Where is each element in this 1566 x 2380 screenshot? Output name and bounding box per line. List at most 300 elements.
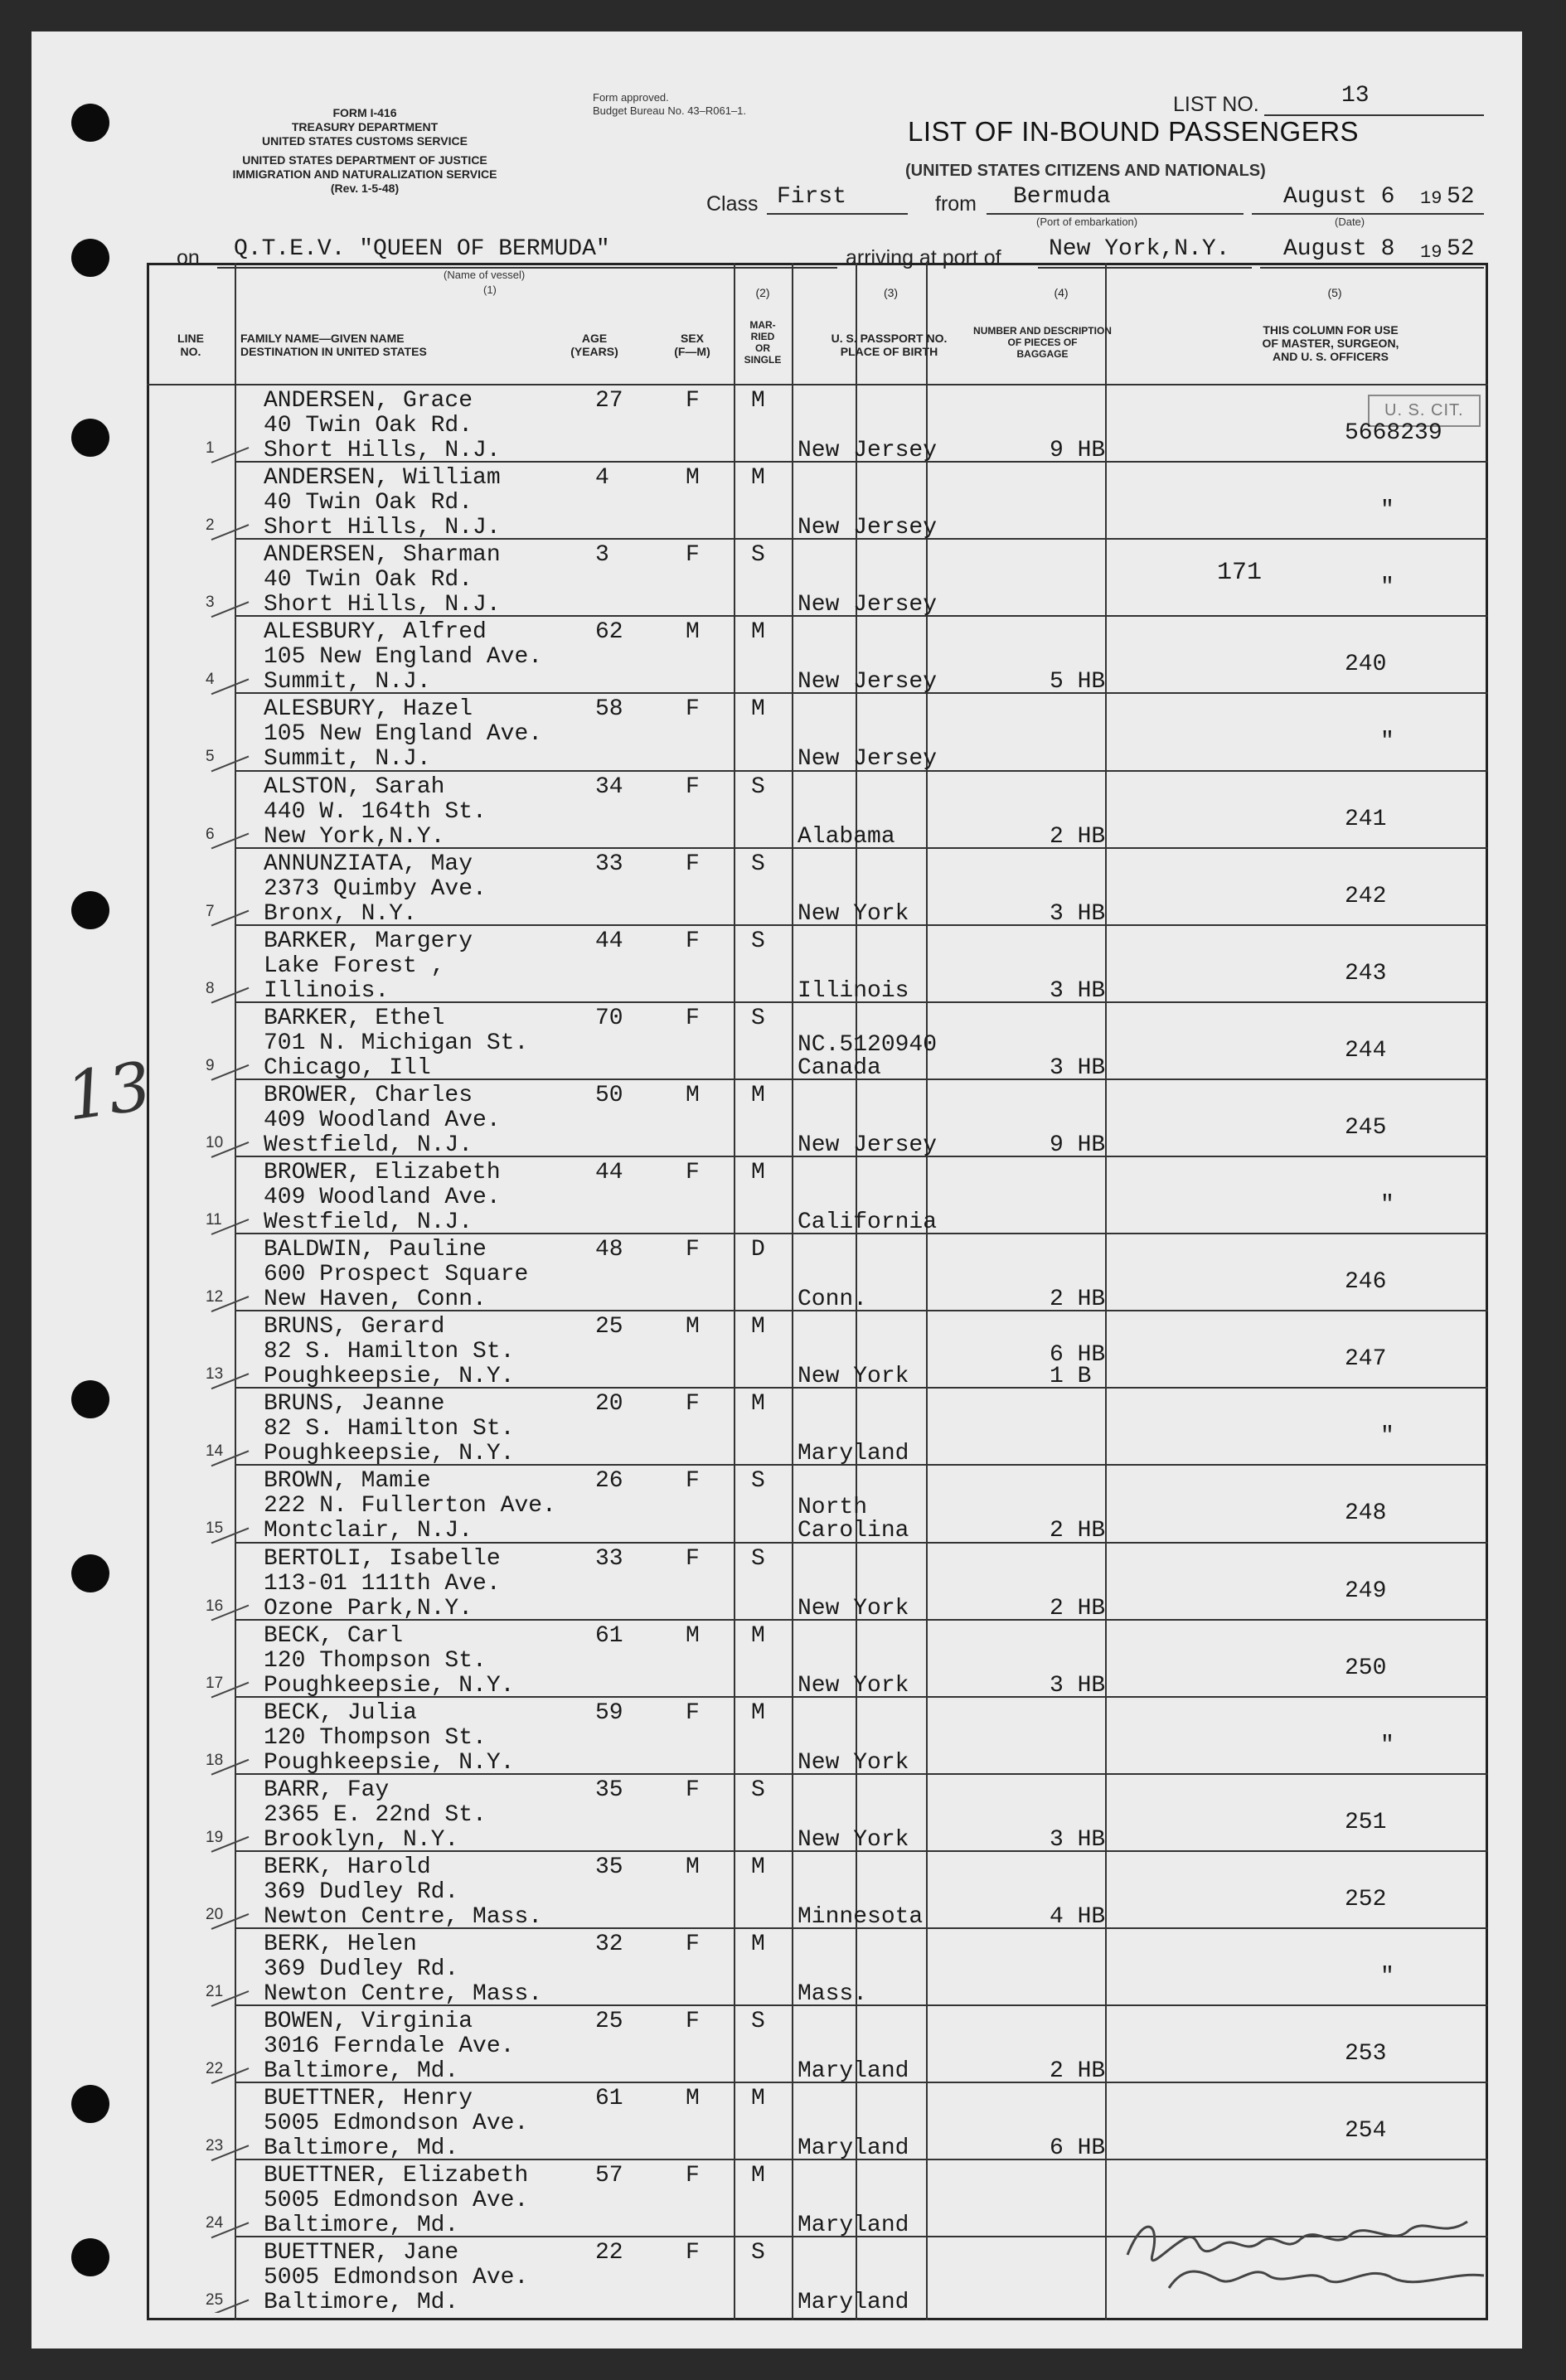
destination-street: 120 Thompson St.: [264, 1647, 487, 1674]
destination-street: 82 S. Hamilton St.: [264, 1339, 515, 1365]
line-number: 6: [206, 825, 215, 843]
age: 35: [595, 1777, 623, 1803]
destination-street: 2365 E. 22nd St.: [264, 1801, 487, 1828]
passenger-name: ANDERSEN, Grace: [264, 388, 473, 414]
destination-city: Poughkeepsie, N.Y.: [264, 1672, 515, 1699]
line-number: 2: [206, 516, 215, 535]
officer-column: ": [1380, 1732, 1394, 1758]
pencil-tick: [211, 1991, 249, 2006]
pencil-tick: [211, 525, 249, 540]
sex: F: [686, 388, 700, 414]
passenger-name: ALESBURY, Alfred: [264, 619, 487, 646]
marital-status: M: [751, 2086, 765, 2112]
col-baggage-num: (4): [1054, 286, 1069, 299]
punch-hole: [71, 1380, 109, 1418]
arrival-port: New York,N.Y.: [1049, 236, 1230, 262]
age: 4: [595, 465, 609, 492]
passenger-name: BALDWIN, Pauline: [264, 1237, 487, 1263]
pencil-tick: [211, 2222, 249, 2237]
sex: M: [686, 1854, 700, 1880]
place-of-birth: New Jersey: [798, 592, 938, 618]
destination-city: Ozone Park,N.Y.: [264, 1595, 473, 1621]
col-officers: THIS COLUMN FOR USE OF MASTER, SURGEON, AND U. S. OFFICERS: [1262, 323, 1399, 363]
destination-city: Summit, N.J.: [264, 746, 431, 773]
sex: M: [686, 2086, 700, 2112]
officer-column: ": [1380, 574, 1394, 601]
punch-hole: [71, 2238, 109, 2276]
passenger-name: BERK, Helen: [264, 1932, 417, 1957]
line-number: 18: [206, 1751, 224, 1769]
col-passport: U. S. PASSPORT NO. PLACE OF BIRTH: [831, 332, 948, 358]
pencil-tick: [211, 2068, 249, 2083]
pencil-tick: [211, 1606, 249, 1621]
destination-city: Poughkeepsie, N.Y.: [264, 1749, 515, 1776]
row-separator: [235, 1619, 1488, 1621]
place-of-birth: New Jersey: [798, 746, 938, 773]
marital-status: M: [751, 1932, 765, 1957]
sex: F: [686, 1391, 700, 1418]
arrival-year-prefix: 19: [1420, 242, 1442, 263]
passenger-name: ALSTON, Sarah: [264, 773, 445, 800]
list-no-label: LIST NO.: [1173, 93, 1259, 116]
passenger-name: ALESBURY, Hazel: [264, 696, 473, 723]
line-number: 21: [206, 1983, 224, 2000]
officer-column: ": [1380, 1423, 1394, 1450]
pencil-tick: [211, 1219, 249, 1234]
line-number: 4: [206, 671, 215, 689]
destination-city: Summit, N.J.: [264, 669, 431, 696]
marital-status: M: [751, 696, 765, 723]
form-id-block: [174, 106, 555, 196]
passenger-name: BECK, Carl: [264, 1622, 404, 1649]
destination-street: 440 W. 164th St.: [264, 798, 487, 825]
destination-street: 82 S. Hamilton St.: [264, 1416, 515, 1442]
page-subtitle: (UNITED STATES CITIZENS AND NATIONALS): [905, 162, 1266, 180]
place-of-birth: Conn.: [798, 1287, 868, 1313]
age: 27: [595, 388, 623, 414]
age: 44: [595, 1160, 623, 1185]
marital-status: S: [751, 1777, 765, 1803]
pencil-tick: [211, 679, 249, 694]
place-of-birth: California: [798, 1209, 938, 1235]
sex: F: [686, 1005, 700, 1031]
marital-status: S: [751, 773, 765, 800]
destination-city: Short Hills, N.J.: [264, 515, 501, 541]
punch-hole: [71, 419, 109, 457]
punch-hole: [71, 104, 109, 142]
marital-status: S: [751, 2240, 765, 2266]
age: 22: [595, 2240, 623, 2266]
passenger-name: BARR, Fay: [264, 1777, 390, 1803]
officer-column: 243: [1345, 960, 1387, 986]
place-of-birth: Maryland: [798, 2135, 909, 2162]
line-number: 17: [206, 1674, 224, 1692]
place-of-birth: New York: [798, 1595, 909, 1621]
destination-city: Bronx, N.Y.: [264, 900, 417, 927]
destination-street: 40 Twin Oak Rd.: [264, 567, 473, 594]
destination-city: Brooklyn, N.Y.: [264, 1826, 459, 1853]
line-number: 23: [206, 2137, 224, 2155]
col-name-destination: FAMILY NAME—GIVEN NAME DESTINATION IN UNITED STATES: [240, 332, 427, 358]
place-of-birth: New Jersey: [798, 669, 938, 696]
pencil-tick: [211, 1297, 249, 1311]
place-of-birth: New York: [798, 900, 909, 927]
pencil-tick: [211, 756, 249, 771]
officer-column: 246: [1345, 1269, 1387, 1296]
baggage-line-2: 4 HB: [1050, 1903, 1106, 1930]
baggage-line-2: 3 HB: [1050, 1672, 1106, 1699]
age: 33: [595, 851, 623, 877]
dept-of-justice: UNITED STATES DEPARTMENT OF JUSTICE: [242, 153, 487, 167]
age: 25: [595, 1314, 623, 1340]
place-of-birth: New York: [798, 1826, 909, 1853]
officer-column: 241: [1345, 806, 1387, 832]
sex: M: [686, 465, 700, 492]
age: 62: [595, 619, 623, 646]
pencil-tick: [211, 911, 249, 926]
age: 61: [595, 2086, 623, 2112]
line-number: 14: [206, 1442, 224, 1461]
destination-street: 105 New England Ave.: [264, 721, 543, 748]
pencil-tick: [211, 988, 249, 1003]
sex: F: [686, 1545, 700, 1572]
vessel-col-num: (1): [483, 284, 497, 296]
age: 70: [595, 1005, 623, 1031]
line-number: 25: [206, 2291, 224, 2310]
age: 44: [595, 928, 623, 954]
margin-number: 13: [61, 1047, 156, 1136]
row-separator: [235, 1464, 1488, 1466]
marital-status: M: [751, 1082, 765, 1108]
destination-city: Poughkeepsie, N.Y.: [264, 1364, 515, 1390]
marital-status: M: [751, 1622, 765, 1649]
pencil-tick: [211, 1142, 249, 1157]
row-separator: [235, 2082, 1488, 2083]
destination-street: 40 Twin Oak Rd.: [264, 413, 473, 439]
place-of-birth: Maryland: [798, 2290, 909, 2316]
depart-year: 52: [1447, 184, 1475, 210]
baggage-line-1: 6 HB: [1050, 1342, 1106, 1369]
marital-status: S: [751, 542, 765, 569]
line-number: 10: [206, 1133, 224, 1151]
class-value: First: [777, 184, 847, 210]
officer-column: ": [1380, 729, 1394, 755]
on-label: on: [177, 246, 200, 269]
marital-status: M: [751, 1854, 765, 1880]
row-separator: [235, 1927, 1488, 1929]
treasury-dept: TREASURY DEPARTMENT: [291, 120, 439, 133]
passenger-name: ANDERSEN, William: [264, 465, 501, 492]
line-number: 12: [206, 1288, 224, 1306]
approval-line-1: Form approved.: [593, 91, 669, 104]
destination-street: 5005 Edmondson Ave.: [264, 2111, 529, 2137]
sex: F: [686, 851, 700, 877]
passenger-name: ANNUNZIATA, May: [264, 851, 473, 877]
vessel-name: Q.T.E.V. "QUEEN OF BERMUDA": [234, 236, 610, 262]
sex: F: [686, 542, 700, 569]
destination-city: Baltimore, Md.: [264, 2135, 459, 2162]
destination-street: 409 Woodland Ave.: [264, 1107, 501, 1133]
marital-status: S: [751, 851, 765, 877]
passenger-name: BARKER, Margery: [264, 928, 473, 954]
pencil-tick: [211, 1914, 249, 1929]
place-of-birth: Maryland: [798, 1441, 909, 1467]
class-label: Class: [706, 192, 759, 216]
row-separator: [235, 615, 1488, 617]
marital-status: M: [751, 465, 765, 492]
destination-city: Illinois.: [264, 977, 390, 1004]
punch-hole: [71, 2085, 109, 2123]
sex: F: [686, 696, 700, 723]
destination-city: New York,N.Y.: [264, 823, 445, 850]
depart-date: August 6: [1283, 184, 1395, 210]
row-separator: [235, 1773, 1488, 1775]
age: 58: [595, 696, 623, 723]
destination-street: 369 Dudley Rd.: [264, 1956, 459, 1982]
officer-column: 251: [1345, 1809, 1387, 1835]
pencil-tick: [211, 1528, 249, 1543]
destination-street: 40 Twin Oak Rd.: [264, 490, 473, 516]
sex: M: [686, 1314, 700, 1340]
marital-status: M: [751, 1699, 765, 1726]
officer-column: 242: [1345, 883, 1387, 909]
marital-status: M: [751, 1391, 765, 1418]
punch-hole: [71, 239, 109, 277]
destination-city: Westfield, N.J.: [264, 1132, 473, 1158]
baggage-line-2: 2 HB: [1050, 2058, 1106, 2085]
destination-street: 409 Woodland Ave.: [264, 1185, 501, 1210]
place-of-birth: New York: [798, 1749, 909, 1776]
place-of-birth: Minnesota: [798, 1903, 924, 1930]
baggage-line-2: 1 B: [1050, 1364, 1092, 1390]
passenger-name: BUETTNER, Elizabeth: [264, 2163, 529, 2189]
line-number: 3: [206, 594, 215, 612]
customs-service: UNITED STATES CUSTOMS SERVICE: [262, 134, 468, 148]
officer-column: ": [1380, 1192, 1394, 1218]
destination-city: Short Hills, N.J.: [264, 592, 501, 618]
passenger-name: BUETTNER, Jane: [264, 2240, 459, 2266]
margin-tick-marks: [207, 390, 257, 2313]
destination-street: 600 Prospect Square: [264, 1262, 529, 1288]
pencil-tick: [211, 602, 249, 617]
destination-street: 222 N. Fullerton Ave.: [264, 1493, 556, 1520]
passport-no: North: [798, 1495, 868, 1521]
line-number: 5: [206, 748, 215, 766]
place-of-birth: Carolina: [798, 1518, 909, 1544]
col-sex: SEX (F—M): [674, 332, 710, 358]
officer-column: 5668239: [1345, 420, 1442, 446]
row-separator: [235, 770, 1488, 772]
age: 57: [595, 2163, 623, 2189]
marital-status: S: [751, 2009, 765, 2035]
arrival-date: August 8: [1283, 236, 1395, 262]
destination-street: 113-01 111th Ave.: [264, 1570, 501, 1597]
row-separator: [235, 847, 1488, 849]
marital-status: S: [751, 1005, 765, 1031]
col-line-no: LINE NO.: [177, 332, 204, 358]
passenger-name: BROWER, Elizabeth: [264, 1160, 501, 1185]
line-number: 15: [206, 1520, 224, 1538]
line-number: 8: [206, 979, 215, 997]
officer-column: 252: [1345, 1886, 1387, 1912]
marital-status: S: [751, 928, 765, 954]
officer-column: 245: [1345, 1114, 1387, 1141]
age: 25: [595, 2009, 623, 2035]
pencil-tick: [211, 2145, 249, 2160]
place-of-birth: New York: [798, 1364, 909, 1390]
line-number: 19: [206, 1828, 224, 1846]
marital-status: M: [751, 619, 765, 646]
age: 61: [595, 1622, 623, 1649]
row-separator: [235, 1387, 1488, 1389]
sex: M: [686, 1082, 700, 1108]
arrival-year: 52: [1447, 236, 1475, 262]
passenger-name: BROWER, Charles: [264, 1082, 473, 1108]
age: 34: [595, 773, 623, 800]
baggage-line-2: 3 HB: [1050, 977, 1106, 1004]
marital-status: M: [751, 1314, 765, 1340]
age: 33: [595, 1545, 623, 1572]
marital-status: M: [751, 1160, 765, 1185]
passenger-name: ANDERSEN, Sharman: [264, 542, 501, 569]
officer-column: 247: [1345, 1346, 1387, 1373]
officer-column: 253: [1345, 2041, 1387, 2067]
destination-city: Baltimore, Md.: [264, 2213, 459, 2239]
destination-street: 2373 Quimby Ave.: [264, 875, 487, 902]
place-of-birth: New Jersey: [798, 1132, 938, 1158]
officer-column: 240: [1345, 652, 1387, 678]
destination-city: Baltimore, Md.: [264, 2058, 459, 2085]
row-separator: [235, 1850, 1488, 1852]
place-of-birth: New Jersey: [798, 515, 938, 541]
sex: M: [686, 1622, 700, 1649]
col-officers-num: (5): [1327, 286, 1342, 299]
row-separator: [235, 1542, 1488, 1544]
destination-city: Chicago, Ill: [264, 1054, 431, 1081]
sex: F: [686, 928, 700, 954]
line-number: 7: [206, 902, 215, 920]
vessel-note: (Name of vessel): [444, 269, 526, 281]
passenger-name: BERK, Harold: [264, 1854, 431, 1880]
pencil-tick: [211, 1683, 249, 1698]
sex: F: [686, 2163, 700, 2189]
row-separator: [235, 1233, 1488, 1234]
age: 48: [595, 1237, 623, 1263]
passenger-name: BROWN, Mamie: [264, 1468, 431, 1495]
destination-street: 369 Dudley Rd.: [264, 1878, 459, 1905]
baggage-line-2: 3 HB: [1050, 1054, 1106, 1081]
age: 59: [595, 1699, 623, 1726]
passenger-name: BRUNS, Jeanne: [264, 1391, 445, 1418]
sex: F: [686, 2240, 700, 2266]
punch-hole: [71, 1554, 109, 1592]
baggage-line-2: 9 HB: [1050, 1132, 1106, 1158]
sex: F: [686, 1160, 700, 1185]
destination-city: Montclair, N.J.: [264, 1518, 473, 1544]
sex: F: [686, 1237, 700, 1263]
line-number: 9: [206, 1056, 215, 1074]
row-separator: [235, 692, 1488, 694]
row-separator: [235, 2159, 1488, 2160]
pencil-tick: [211, 1374, 249, 1389]
marital-status: M: [751, 2163, 765, 2189]
place-of-birth: Mass.: [798, 1981, 868, 2007]
line-number: 24: [206, 2214, 224, 2232]
destination-city: Baltimore, Md.: [264, 2290, 459, 2316]
destination-street: 5005 Edmondson Ave.: [264, 2188, 529, 2214]
baggage-line-2: 3 HB: [1050, 1826, 1106, 1853]
place-of-birth: New Jersey: [798, 438, 938, 463]
marital-status: S: [751, 1545, 765, 1572]
passenger-name: BRUNS, Gerard: [264, 1314, 445, 1340]
marital-status: D: [751, 1237, 765, 1263]
form-revision: (Rev. 1-5-48): [330, 182, 400, 195]
officer-column: 244: [1345, 1037, 1387, 1064]
line-number: 20: [206, 1905, 224, 1923]
form-number: FORM I-416: [332, 106, 397, 119]
approval-line-2: Budget Bureau No. 43–R061–1.: [593, 104, 747, 117]
us-citizen-stamp: U. S. CIT.: [1368, 395, 1481, 427]
row-separator: [235, 1156, 1488, 1157]
marital-status: M: [751, 388, 765, 414]
destination-city: New Haven, Conn.: [264, 1287, 487, 1313]
row3-officer-note: 171: [1217, 559, 1263, 587]
place-of-birth: Maryland: [798, 2058, 909, 2085]
destination-city: Newton Centre, Mass.: [264, 1981, 543, 2007]
sex: F: [686, 2009, 700, 2035]
punch-hole: [71, 891, 109, 929]
destination-street: 5005 Edmondson Ave.: [264, 2265, 529, 2291]
col-passport-num: (3): [883, 286, 899, 299]
row-separator: [235, 1696, 1488, 1698]
line-number: 22: [206, 2060, 224, 2078]
pencil-tick: [211, 834, 249, 849]
passenger-name: BERTOLI, Isabelle: [264, 1545, 501, 1572]
age: 35: [595, 1854, 623, 1880]
officer-column: 249: [1345, 1578, 1387, 1604]
place-of-birth: Alabama: [798, 823, 895, 850]
page-title: LIST OF IN-BOUND PASSENGERS: [908, 116, 1360, 147]
officer-column: 250: [1345, 1655, 1387, 1681]
place-of-birth: Illinois: [798, 977, 909, 1004]
baggage-line-2: 2 HB: [1050, 1595, 1106, 1621]
baggage-line-2: 6 HB: [1050, 2135, 1106, 2162]
date-note: (Date): [1335, 216, 1365, 228]
arriving-label: arriving at port of: [846, 246, 1001, 269]
age: 32: [595, 1932, 623, 1957]
baggage-line-2: 2 HB: [1050, 823, 1106, 850]
from-label: from: [935, 192, 977, 216]
line-number: 16: [206, 1597, 224, 1615]
passenger-name: BUETTNER, Henry: [264, 2086, 473, 2112]
passport-no: NC.5120940: [798, 1031, 938, 1058]
destination-street: 701 N. Michigan St.: [264, 1030, 529, 1056]
age: 26: [595, 1468, 623, 1495]
depart-year-prefix: 19: [1420, 188, 1442, 209]
officer-column: ": [1380, 497, 1394, 524]
row-separator: [235, 1001, 1488, 1003]
row-separator: [235, 538, 1488, 540]
officer-column: 254: [1345, 2118, 1387, 2145]
destination-street: 105 New England Ave.: [264, 644, 543, 671]
sex: F: [686, 1777, 700, 1803]
place-of-birth: New York: [798, 1672, 909, 1699]
row-separator: [235, 924, 1488, 926]
row-separator: [235, 461, 1488, 463]
destination-street: Lake Forest ,: [264, 952, 445, 979]
pencil-tick: [211, 1451, 249, 1466]
passenger-name: BOWEN, Virginia: [264, 2009, 473, 2035]
